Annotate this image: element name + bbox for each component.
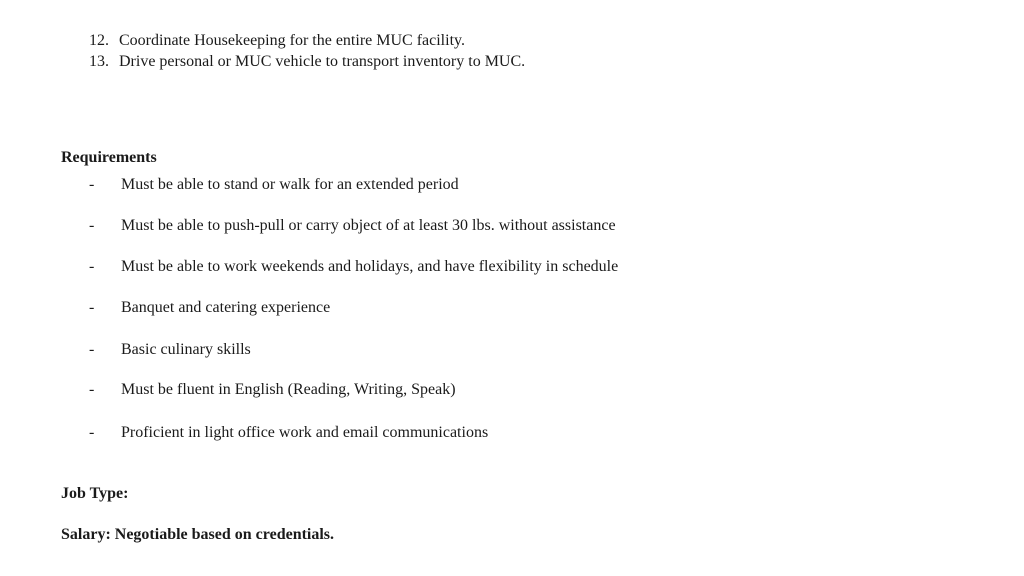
requirement-text: Must be able to stand or walk for an extended period	[121, 176, 459, 193]
requirement-text: Must be able to push-pull or carry object of at least 30 lbs. without assistance	[121, 217, 616, 234]
bullet-dash: -	[89, 381, 95, 398]
list-item-text: Drive personal or MUC vehicle to transport inventory to MUC.	[119, 53, 526, 70]
bullet-dash: -	[89, 176, 95, 193]
requirement-item	[89, 258, 618, 276]
bullet-dash: -	[89, 258, 95, 275]
list-item-number: 12.	[89, 32, 109, 49]
requirement-item	[89, 381, 456, 399]
requirement-text: Must be fluent in English (Reading, Writing, Speak)	[121, 381, 456, 398]
list-item-13	[89, 53, 525, 71]
job-type-label: Job Type:	[61, 485, 129, 502]
requirement-item	[89, 217, 616, 235]
bullet-dash: -	[89, 424, 95, 441]
requirement-text: Banquet and catering experience	[121, 299, 331, 316]
requirement-text: Basic culinary skills	[121, 341, 251, 358]
requirement-item	[89, 176, 459, 194]
requirement-text: Must be able to work weekends and holidays, and have flexibility in schedule	[121, 258, 619, 275]
requirement-text: Proficient in light office work and email communications	[121, 424, 489, 441]
requirement-item	[89, 299, 330, 317]
list-item-text: Coordinate Housekeeping for the entire MUC facility.	[119, 32, 465, 49]
requirement-item	[89, 341, 251, 359]
requirement-item	[89, 424, 488, 442]
list-item-number: 13.	[89, 53, 109, 70]
list-item-12	[89, 32, 465, 50]
salary-text: Salary: Negotiable based on credentials.	[61, 526, 335, 543]
requirements-heading: Requirements	[61, 149, 157, 166]
bullet-dash: -	[89, 217, 95, 234]
bullet-dash: -	[89, 341, 95, 358]
bullet-dash: -	[89, 299, 95, 316]
